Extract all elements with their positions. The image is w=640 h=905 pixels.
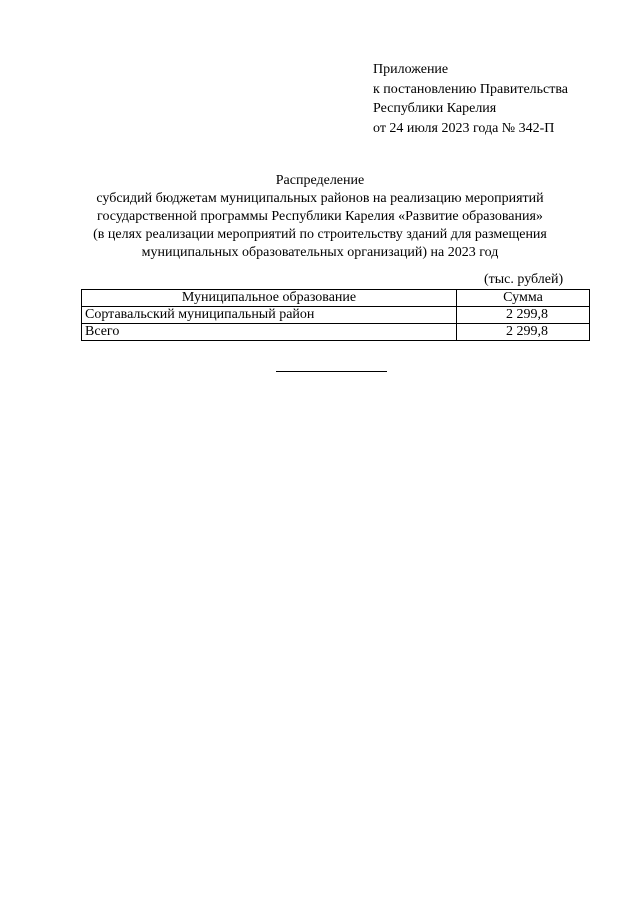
end-divider bbox=[276, 371, 387, 372]
heading-line: государственной программы Республики Карелия «Развитие образования» bbox=[97, 209, 543, 224]
total-label: Всего bbox=[82, 324, 457, 341]
appendix-line: Республики Карелия bbox=[373, 101, 497, 116]
heading-line: муниципальных образовательных организаций) на 2023 год bbox=[141, 245, 499, 260]
header-municipality: Муниципальное образование bbox=[82, 290, 457, 307]
table-header-row bbox=[82, 290, 590, 307]
table-total-row bbox=[82, 324, 590, 341]
appendix-line: от 24 июля 2023 года № 342-П bbox=[373, 120, 555, 136]
heading-line: (в целях реализации мероприятий по строительству зданий для размещения bbox=[93, 227, 547, 242]
table-row bbox=[82, 307, 590, 324]
appendix-block bbox=[373, 60, 568, 138]
units-label: (тыс. рублей) bbox=[484, 272, 564, 287]
header-sum: Сумма bbox=[457, 290, 590, 307]
distribution-table bbox=[81, 289, 590, 341]
row-municipality: Сортавальский муниципальный район bbox=[82, 307, 457, 324]
total-sum: 2 299,8 bbox=[457, 324, 590, 341]
appendix-line: к постановлению Правительства bbox=[373, 81, 569, 97]
heading-line: субсидий бюджетам муниципальных районов на реализацию мероприятий bbox=[96, 191, 544, 206]
document-heading bbox=[60, 172, 580, 262]
row-sum: 2 299,8 bbox=[457, 307, 590, 324]
heading-title: Распределение bbox=[275, 173, 365, 188]
appendix-line: Приложение bbox=[373, 62, 449, 77]
